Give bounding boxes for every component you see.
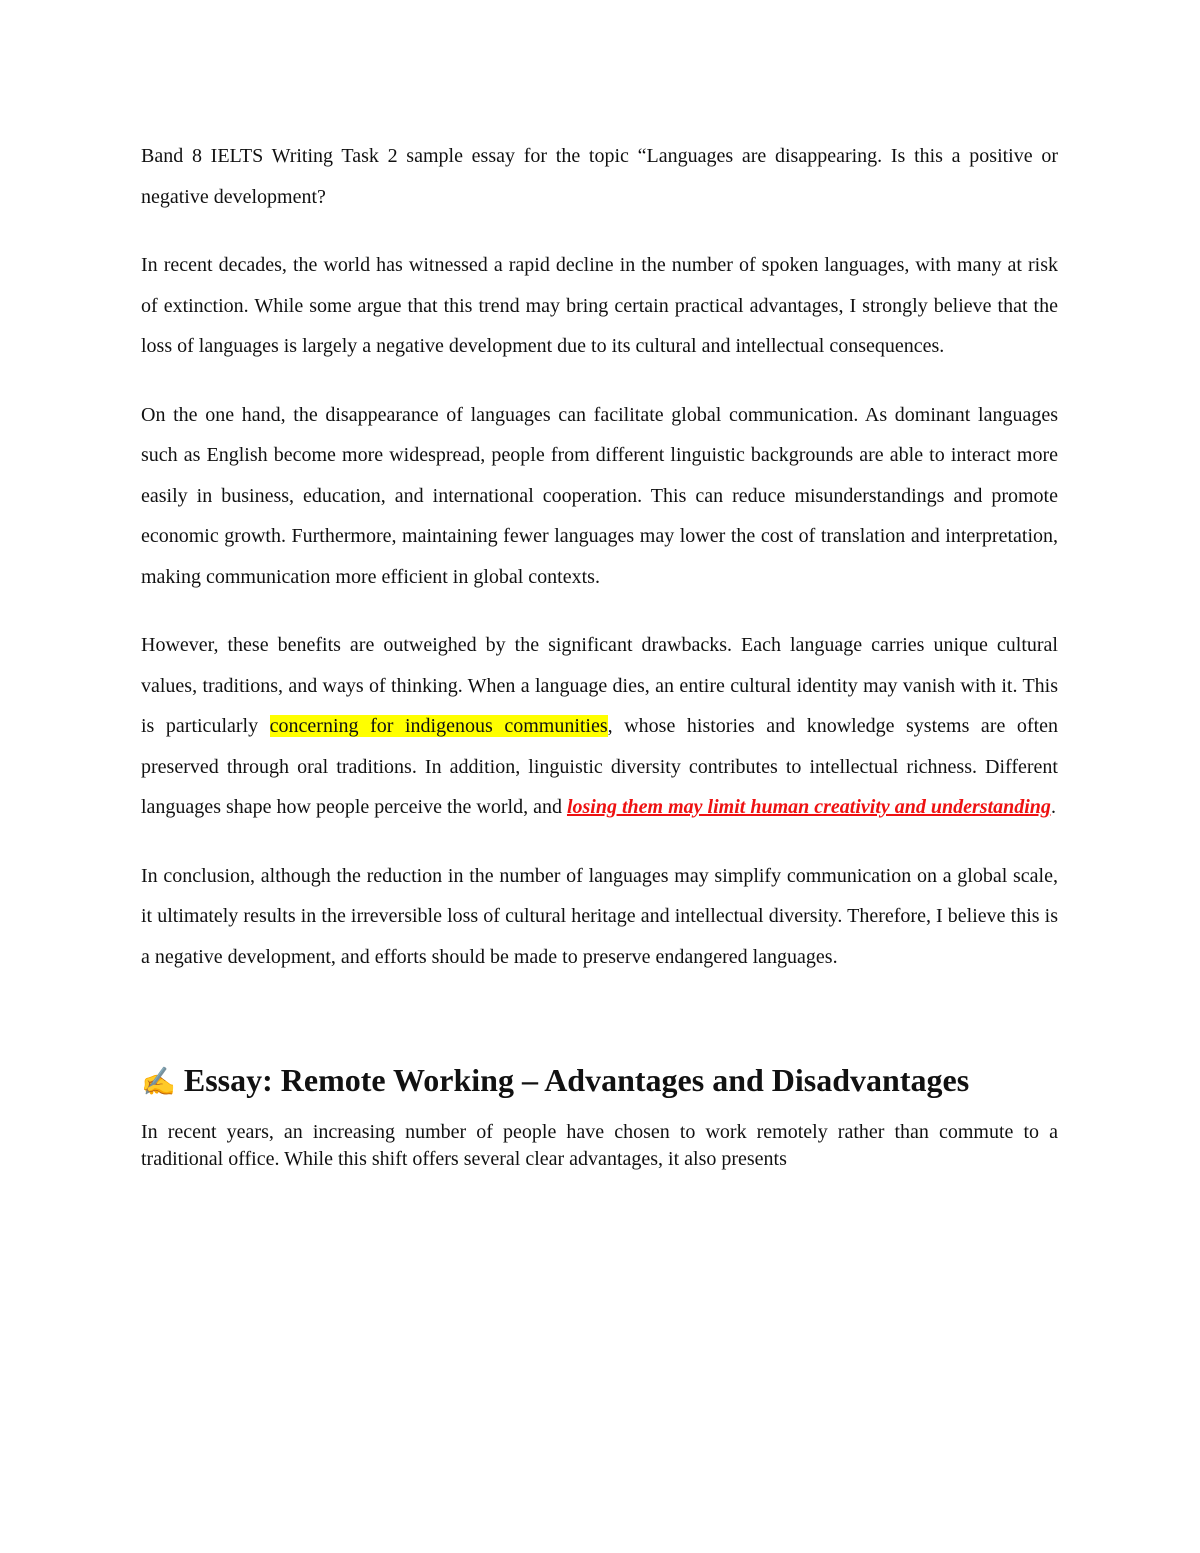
paragraph-text: However, these benefits are outweighed by the significant drawbacks. Each language carries unique cultural values, traditions, and ways of thinking. When a language dies, an entire cultural identity may vanish with it. This is particularly — [141, 634, 1058, 737]
paragraph-text: On the one hand, the disappearance of languages can facilitate global communication. As dominant languages such as English become more widespread, people from different linguistic backgrounds are able to interact more easily in business, education, and international cooperation. This can reduce misunderstandings and promote economic growth. Furthermore, maintaining fewer languages may lower the cost of translation and interpretation, making communication more efficient in global contexts. — [141, 403, 1058, 588]
writing-hand-icon: ✍ — [141, 1067, 176, 1098]
highlighted-phrase: concerning for indigenous communities — [269, 715, 608, 737]
paragraph-text: In conclusion, although the reduction in the number of languages may simplify communication on a global scale, it ultimately results in the irreversible loss of cultural heritage and intellectual diversity. Therefore, I believe this is a negative development, and efforts should be made to preserve endangered languages. — [141, 864, 1058, 968]
paragraph-drawbacks — [141, 625, 1058, 828]
section-heading — [141, 1060, 1058, 1103]
paragraph-text: In recent years, an increasing number of people have chosen to work remotely rather than commute to a traditional office. While this shift offers several clear advantages, it also presents — [141, 1121, 1058, 1170]
section-title: Essay: Remote Working – Advantages and Disadvantages — [183, 1062, 970, 1098]
section-paragraph — [141, 1119, 1058, 1173]
paragraph-text: In recent decades, the world has witnessed a rapid decline in the number of spoken languages, with many at risk of extinction. While some argue that this trend may bring certain practical advantages, I strongly believe that the loss of languages is largely a negative development due to its cultural and intellectual consequences. — [141, 254, 1058, 357]
emphasized-phrase: losing them may limit human creativity and understanding — [566, 796, 1051, 818]
intro-text: Band 8 IELTS Writing Task 2 sample essay for the topic “Languages are disappearing. Is this a positive or negative development? — [141, 145, 1058, 208]
paragraph-advantages — [141, 395, 1058, 598]
paragraph-text: , whose histories and knowledge systems are often preserved through oral traditions. In addition, linguistic diversity contributes to intellectual richness. Different languages shape how people perceive the world, and — [141, 715, 1059, 818]
paragraph-text: . — [1050, 796, 1056, 818]
essay-intro — [141, 136, 1058, 217]
paragraph-conclusion — [141, 856, 1058, 978]
document-body — [141, 136, 1058, 1173]
paragraph-introduction — [141, 245, 1058, 367]
